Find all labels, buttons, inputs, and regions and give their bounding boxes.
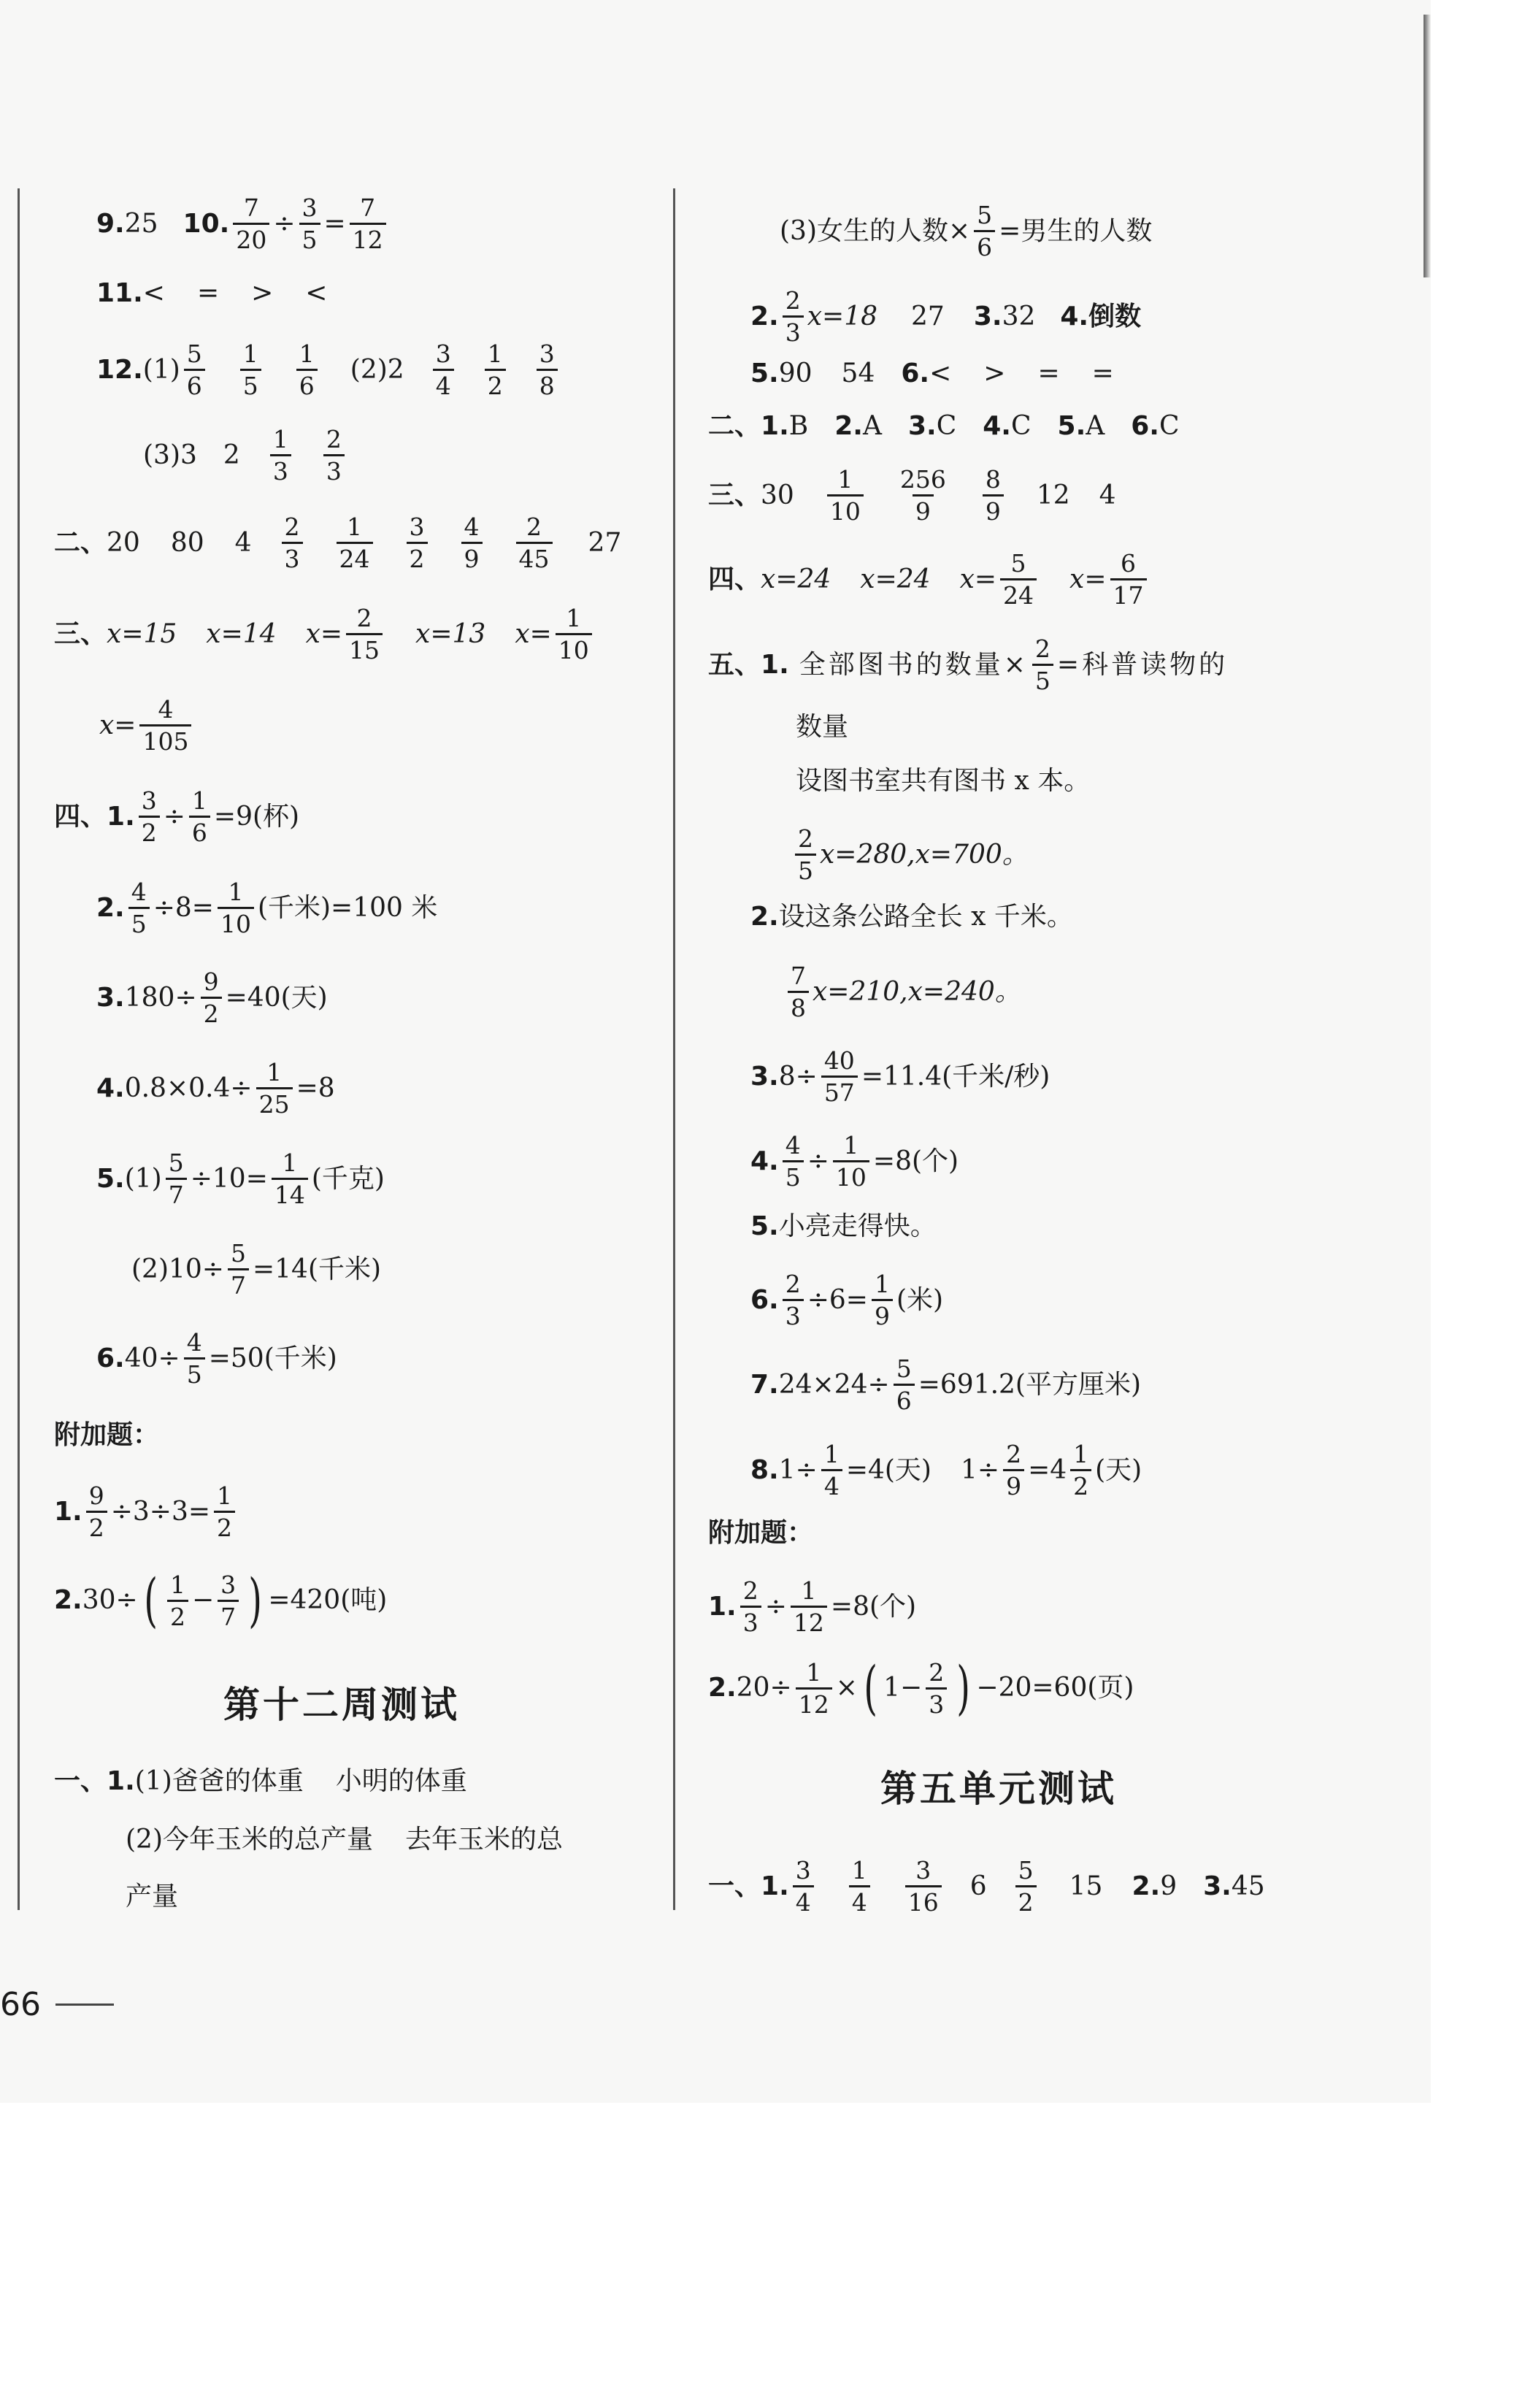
answer-text: ÷8= [153, 892, 214, 923]
answer-text: 24×24÷ [778, 1369, 890, 1400]
answer-text: 15 [1069, 1871, 1103, 1901]
operator: × [835, 1673, 858, 1703]
answer-text: 设图书室共有图书 x 本。 [796, 766, 1091, 796]
item-number: 5. [750, 1211, 779, 1241]
answer-text: x= [99, 710, 137, 740]
answer-text: 数量 [796, 712, 849, 742]
answer-line-week12-1b [126, 1827, 563, 1853]
fraction: $\frac{4}{9}$ [461, 515, 483, 571]
answer-line-section-4-5b [131, 1239, 382, 1300]
fraction: $\frac{4}{5}$ [128, 880, 150, 936]
fraction: $\frac{1}{3}$ [270, 427, 291, 483]
answer-text: 全部图书的数量× [799, 649, 1029, 680]
page-bottom-blank [0, 2103, 1525, 2408]
column-divider [673, 188, 675, 1910]
fraction: $\frac{2}{3}$ [282, 515, 303, 571]
fraction: $\frac{3}{5}$ [299, 196, 320, 252]
answer-line-9-10 [96, 193, 390, 254]
answer-text: =14(千米) [252, 1254, 382, 1284]
item-number: 4. [96, 1073, 125, 1103]
fraction: $\frac{3}{7}$ [218, 1573, 239, 1629]
answer-text: 20 [107, 527, 140, 558]
answer-line-r3 [750, 358, 1114, 388]
answer-line-section-4-4 [96, 1058, 335, 1119]
item-number: 3. [750, 1061, 779, 1092]
answer-text: 27 [588, 527, 622, 558]
section-label: 一、 [54, 1766, 107, 1796]
fraction: $\frac{9}{2}$ [86, 1484, 107, 1540]
fraction: $\frac{1}{25}$ [256, 1060, 293, 1116]
fraction: $\frac{5}{6}$ [974, 203, 995, 259]
fraction: $\frac{5}{7}$ [166, 1151, 187, 1207]
item-number: 2. [96, 892, 125, 923]
item-number: 3. [96, 982, 125, 1013]
answer-text: B [788, 411, 809, 441]
answer-text: < [305, 278, 328, 308]
section-heading-unit-5: 第五单元测试 [880, 1768, 1117, 1810]
answer-text: 27 [911, 301, 945, 331]
answer-line-r13 [750, 1048, 1050, 1105]
answer-text: 45 [1231, 1871, 1265, 1901]
item-number: 10. [183, 208, 230, 239]
item-number: 4. [983, 411, 1011, 441]
answer-text: 8÷ [778, 1061, 818, 1092]
answer-line-section-3b [99, 697, 195, 754]
left-margin-rule [18, 188, 20, 1910]
answer-line-r11 [750, 904, 1073, 930]
answer-line-section-4-5 [96, 1151, 385, 1207]
page-footer [0, 1986, 114, 2023]
answer-text: 12 [1036, 480, 1070, 510]
item-number: 9. [96, 208, 125, 239]
fraction: $\frac{2}{3}$ [740, 1579, 761, 1635]
answer-text: 54 [841, 358, 875, 388]
answer-text: 9 [1160, 1871, 1178, 1901]
answer-text: 0.8×0.4÷ [124, 1073, 253, 1103]
answer-line-r12 [784, 964, 1021, 1020]
answer-text: 25 [124, 208, 158, 239]
answer-line-r15 [750, 1213, 937, 1240]
answer-line-section-4-1 [54, 786, 300, 847]
fraction: $\frac{9}{2}$ [201, 970, 222, 1026]
answer-line-bonus-2 [54, 1566, 388, 1634]
answer-line-11 [96, 280, 327, 307]
item-number: 3. [907, 411, 937, 441]
item-number: 5. [750, 358, 779, 388]
fraction: $\frac{1}{9}$ [872, 1272, 893, 1328]
section-heading-week-12: 第十二周测试 [223, 1684, 460, 1726]
answer-text: 20÷ [736, 1673, 792, 1703]
answer-text: = [196, 278, 220, 308]
fraction: $\frac{1}{10}$ [827, 467, 864, 524]
answer-text: A [862, 411, 882, 441]
item-number: 5. [1057, 411, 1086, 441]
fraction: $\frac{5}{6}$ [184, 342, 205, 398]
answer-text: =4 [1028, 1454, 1067, 1485]
fraction: $\frac{3}{8}$ [537, 342, 558, 398]
answer-text: A [1086, 411, 1105, 441]
answer-text: < [929, 358, 952, 388]
answer-text: 180÷ [124, 982, 197, 1013]
answer-line-section-4-6 [96, 1330, 337, 1387]
item-number: 6. [901, 358, 930, 388]
fraction: $\frac{1}{12}$ [796, 1660, 832, 1717]
answer-text: x= [1069, 564, 1107, 594]
answer-text: 80 [170, 527, 204, 558]
answer-line-section-2 [54, 515, 621, 571]
answer-line-section-4-2 [96, 880, 437, 936]
answer-text: (2)2 [350, 354, 404, 385]
answer-text: (3)女生的人数× [780, 215, 971, 246]
section-label: 四、 [54, 801, 107, 832]
answer-text: ÷3÷3= [110, 1496, 211, 1527]
fraction: $\frac{4}{5}$ [184, 1330, 205, 1387]
item-number: 5. [96, 1163, 125, 1194]
item-number: 1. [761, 649, 789, 680]
answer-text: x= [515, 618, 552, 649]
item-number: 7. [750, 1369, 779, 1400]
item-number: 4. [750, 1146, 779, 1176]
page-number: 66 [0, 1986, 41, 2023]
answer-line-12 [96, 342, 561, 398]
fraction: $\frac{2}{3}$ [926, 1660, 947, 1717]
answer-text: 32 [1002, 301, 1036, 331]
answer-text: 倒数 [1088, 301, 1142, 331]
answer-text: (1) [142, 354, 180, 385]
answer-text: C [1010, 411, 1032, 441]
answer-text: 90 [778, 358, 813, 388]
section-label: 一、 [708, 1871, 761, 1901]
fraction: $\frac{5}{7}$ [228, 1241, 249, 1297]
item-number: 4. [1060, 301, 1089, 331]
answer-text: (1) [124, 1163, 162, 1194]
answer-line-r21 [708, 1654, 1134, 1722]
answer-line-week12-1 [54, 1768, 467, 1795]
answer-text: = [1091, 358, 1114, 388]
answer-text: x=24 [761, 564, 831, 594]
fraction: $\frac{3}{2}$ [407, 515, 428, 571]
answer-text: =9(杯) [213, 801, 300, 832]
answer-text: > [251, 278, 274, 308]
item-number: 2. [750, 301, 779, 331]
item-number: 6. [1131, 411, 1159, 441]
fraction: $\frac{1}{5}$ [240, 342, 261, 398]
answer-line-section-4-3 [96, 967, 328, 1028]
binding-shadow [1424, 15, 1431, 277]
item-number: 2. [54, 1585, 82, 1615]
answer-text: C [1159, 411, 1180, 441]
answer-text: 4 [1099, 480, 1116, 510]
answer-text: x=13 [415, 618, 486, 649]
answer-line-r8 [796, 714, 848, 740]
answer-line-week12-1c [126, 1884, 178, 1910]
answer-line-r22 [708, 1856, 1265, 1917]
bonus-heading: 附加题： [708, 1518, 814, 1548]
answer-text: ÷10= [190, 1163, 268, 1194]
fraction: $\frac{2}{3}$ [783, 1272, 804, 1328]
answer-line-r2 [750, 288, 1141, 345]
answer-text: (2)10÷ [131, 1254, 224, 1284]
answer-text: =男生的人数 [999, 215, 1153, 246]
section-label: 五、 [708, 649, 761, 680]
fraction: $\frac{4}{5}$ [783, 1133, 804, 1189]
fraction: $\frac{40}{57}$ [821, 1048, 858, 1105]
answer-line-r6 [708, 549, 1151, 610]
answer-line-r10 [791, 824, 1029, 885]
item-number: 1. [761, 1871, 789, 1901]
answer-text: 小亮走得快。 [778, 1211, 937, 1241]
answer-text: x=24 [860, 564, 931, 594]
section-label: 三、 [54, 618, 107, 649]
answer-text: < [142, 278, 165, 308]
bonus-label-right [708, 1520, 813, 1546]
answer-line-section-3 [54, 606, 596, 662]
item-number: 1. [761, 411, 789, 441]
item-number: 3. [1203, 1871, 1232, 1901]
answer-text: ÷6= [807, 1284, 868, 1315]
item-number: 12. [96, 354, 143, 385]
answer-text: 1− [883, 1673, 923, 1703]
item-number: 2. [750, 902, 779, 932]
answer-text: x=15 [107, 618, 177, 649]
answer-text: x= [305, 618, 343, 649]
fraction: $\frac{1}{6}$ [189, 789, 210, 845]
answer-text: 设这条公路全长 x 千米。 [778, 902, 1073, 932]
fraction: $\frac{1}{10}$ [218, 880, 254, 936]
answer-text: =8 [296, 1073, 335, 1103]
item-number: 1. [107, 801, 135, 832]
answer-text: (1)爸爸的体重 [134, 1766, 304, 1796]
fraction: $\frac{2}{15}$ [346, 606, 383, 662]
item-number: 2. [834, 411, 863, 441]
item-number: 11. [96, 278, 143, 308]
answer-text: > [983, 358, 1006, 388]
fraction: $\frac{1}{24}$ [337, 515, 373, 571]
section-label: 二、 [54, 527, 107, 558]
answer-text: x=18 [807, 301, 878, 331]
answer-text: x=14 [206, 618, 277, 649]
fraction: $\frac{1}{2}$ [485, 342, 506, 398]
answer-line-r5 [708, 467, 1116, 524]
fraction: $\frac{1}{4}$ [849, 1858, 870, 1914]
answer-text: = [1037, 358, 1060, 388]
answer-line-r1 [780, 203, 1152, 259]
item-number: 6. [750, 1284, 779, 1315]
operator: ÷ [807, 1146, 829, 1176]
left-paren: ( [864, 1654, 877, 1722]
fraction: $\frac{1}{6}$ [296, 342, 318, 398]
answer-text: (天) [1095, 1454, 1142, 1485]
answer-text: x= [959, 564, 997, 594]
operator: = [323, 208, 346, 239]
fraction: $\frac{1}{12}$ [791, 1579, 827, 1635]
answer-text: 产量 [126, 1882, 179, 1912]
answer-text: (米) [896, 1284, 944, 1315]
fraction: $\frac{3}{4}$ [793, 1858, 814, 1914]
item-number: 1. [708, 1591, 737, 1622]
fraction: $\frac{1}{2}$ [1070, 1442, 1091, 1498]
item-number: 8. [750, 1454, 779, 1485]
fraction: $\frac{4}{105}$ [139, 697, 191, 754]
fraction: $\frac{2}{45}$ [516, 515, 553, 571]
fraction: $\frac{7}{20}$ [233, 196, 269, 252]
fraction: $\frac{7}{12}$ [350, 196, 386, 252]
answer-text: 40÷ [124, 1343, 180, 1373]
answer-line-r9 [796, 768, 1090, 794]
answer-line-r4 [708, 413, 1180, 440]
fraction: $\frac{5}{2}$ [1015, 1858, 1037, 1914]
answer-text: 去年玉米的总 [405, 1825, 564, 1855]
section-label: 四、 [708, 564, 761, 594]
fraction: $\frac{1}{2}$ [167, 1573, 188, 1629]
operator: − [191, 1585, 215, 1615]
bonus-heading: 附加题： [54, 1420, 160, 1450]
fraction: $\frac{5}{6}$ [894, 1357, 915, 1413]
fraction: $\frac{8}{9}$ [983, 467, 1004, 524]
answer-text: 6 [969, 1871, 987, 1901]
operator: ÷ [273, 208, 296, 239]
section-label: 三、 [708, 480, 761, 510]
fraction: $\frac{1}{10}$ [556, 606, 592, 662]
answer-text: (千克) [311, 1163, 385, 1194]
section-label: 二、 [708, 411, 761, 441]
answer-text: x=210,x=240。 [813, 976, 1021, 1007]
answer-text: (2)今年玉米的总产量 [126, 1825, 373, 1855]
answer-text: (3)3 [143, 440, 197, 470]
answer-line-r18 [750, 1442, 1142, 1498]
answer-text: =40(天) [225, 982, 328, 1013]
answer-line-r16 [750, 1272, 943, 1328]
fraction: $\frac{1}{2}$ [214, 1484, 235, 1540]
answer-text: 2 [223, 440, 240, 470]
item-number: 3. [973, 301, 1002, 331]
fraction: $\frac{1}{14}$ [272, 1151, 308, 1207]
answer-text: 4 [234, 527, 252, 558]
fraction: $\frac{7}{8}$ [788, 964, 809, 1020]
answer-line-r20 [708, 1576, 917, 1637]
footer-dash [55, 2004, 114, 2006]
answer-text: =420(吨) [268, 1585, 388, 1615]
fraction: $\frac{256}{9}$ [899, 465, 946, 526]
answer-text: x=280,x=700。 [820, 839, 1029, 870]
fraction: $\frac{3}{4}$ [433, 342, 454, 398]
answer-text: 1÷ [778, 1454, 818, 1485]
answer-line-r14 [750, 1131, 959, 1192]
answer-line-bonus-1 [54, 1481, 239, 1542]
operator: ÷ [163, 801, 185, 832]
answer-text: −20=60(页) [976, 1673, 1134, 1703]
fraction: $\frac{2}{3}$ [783, 288, 804, 345]
fraction: $\frac{2}{9}$ [1003, 1442, 1024, 1498]
left-paren: ( [143, 1566, 158, 1634]
fraction: $\frac{5}{24}$ [1000, 551, 1037, 607]
item-number: 6. [96, 1343, 125, 1373]
answer-text: 30 [761, 480, 794, 510]
right-paren: ) [248, 1566, 263, 1634]
page-margin [1431, 0, 1525, 2103]
bonus-label [54, 1422, 159, 1449]
answer-text: 1÷ [960, 1454, 1000, 1485]
answer-line-12-3 [143, 425, 348, 486]
fraction: $\frac{1}{10}$ [833, 1133, 869, 1189]
fraction: $\frac{3}{16}$ [905, 1858, 942, 1914]
answer-text: =11.4(千米/秒) [861, 1061, 1050, 1092]
item-number: 2. [1132, 1871, 1161, 1901]
answer-text: (千米)=100 米 [257, 892, 438, 923]
answer-text: 30÷ [82, 1585, 138, 1615]
item-number: 1. [54, 1496, 82, 1527]
right-paren: ) [956, 1654, 971, 1722]
fraction: $\frac{2}{5}$ [1032, 637, 1053, 693]
answer-text: =691.2(平方厘米) [918, 1369, 1142, 1400]
answer-text: =4(天) [845, 1454, 931, 1485]
answer-line-r7 [708, 634, 1229, 695]
answer-text: =8(个) [830, 1591, 917, 1622]
operator: ÷ [764, 1591, 787, 1622]
fraction: $\frac{2}{5}$ [795, 827, 816, 883]
fraction: $\frac{2}{3}$ [323, 427, 345, 483]
answer-text: =8(个) [872, 1146, 959, 1176]
answer-text: =科普读物的 [1056, 649, 1229, 680]
fraction: $\frac{6}{17}$ [1110, 551, 1147, 607]
item-number: 2. [708, 1673, 737, 1703]
answer-text: =50(千米) [208, 1343, 337, 1373]
fraction: $\frac{1}{4}$ [821, 1442, 842, 1498]
answer-text: 小明的体重 [335, 1766, 467, 1796]
fraction: $\frac{3}{2}$ [139, 789, 160, 845]
answer-line-r17 [750, 1354, 1142, 1415]
answer-text: C [936, 411, 957, 441]
item-number: 1. [107, 1766, 135, 1796]
